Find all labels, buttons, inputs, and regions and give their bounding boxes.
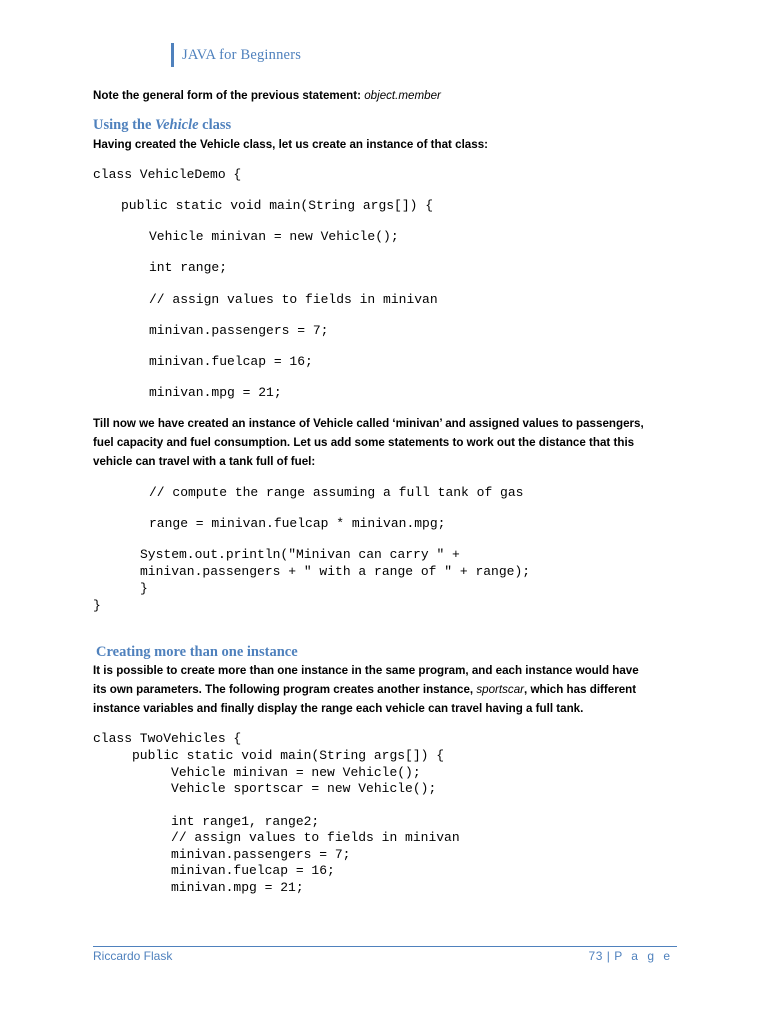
code-line: // assign values to fields in minivan (93, 830, 460, 845)
code-line: minivan.mpg = 21; (149, 385, 282, 400)
section1-title-post: class (198, 117, 232, 133)
code-line: minivan.fuelcap = 16; (149, 354, 313, 369)
intro-line (93, 86, 683, 105)
section2-line2-pre: its own parameters. The following program creates another instance, (93, 683, 477, 696)
section-heading-using-vehicle (93, 117, 231, 134)
section2-line2-post: , which has different (524, 683, 637, 696)
code-line: public static void main(String args[]) { (121, 198, 434, 213)
section-heading-more-instances: Creating more than one instance (96, 644, 298, 660)
code-line: // assign values to fields in minivan (149, 292, 438, 307)
code-line: minivan.passengers = 7; (93, 847, 351, 862)
code-line: class VehicleDemo { (93, 167, 242, 182)
paragraph-line: vehicle can travel with a tank full of fuel: (93, 455, 316, 468)
code-line: minivan.mpg = 21; (93, 880, 304, 895)
code-line: int range; (149, 260, 228, 275)
code-line: Vehicle sportscar = new Vehicle(); (93, 781, 437, 796)
paragraph-line (93, 680, 683, 699)
section1-title-em: Vehicle (155, 117, 199, 133)
page-label: P a g e (614, 949, 673, 963)
paragraph-line: Till now we have created an instance of Vehicle called ‘minivan’ and assigned values to passengers, (93, 417, 644, 430)
code-line: Vehicle minivan = new Vehicle(); (93, 765, 421, 780)
intro-text: Note the general form of the previous statement: (93, 89, 365, 102)
code-line: public static void main(String args[]) { (93, 748, 445, 763)
paragraph-line: fuel capacity and fuel consumption. Let us add some statements to work out the distance that this (93, 436, 635, 449)
section1-lead: Having created the Vehicle class, let us create an instance of that class: (93, 138, 488, 151)
code-line: } (93, 598, 101, 613)
page-number: 73 (588, 949, 603, 963)
footer-author: Riccardo Flask (93, 949, 173, 963)
code-line: int range1, range2; (93, 814, 320, 829)
header-title: JAVA for Beginners (182, 47, 302, 63)
running-header (171, 43, 301, 67)
code-line: minivan.fuelcap = 16; (93, 863, 335, 878)
code-line: System.out.println("Minivan can carry " + (140, 547, 460, 562)
paragraph-line: It is possible to create more than one instance in the same program, and each instance would have (93, 664, 639, 677)
section2-line2-em: sportscar (476, 683, 525, 696)
footer-separator: | (606, 949, 611, 963)
footer-page-info (589, 949, 673, 963)
code-line: // compute the range assuming a full tank of gas (149, 485, 524, 500)
footer-rule (93, 946, 677, 947)
code-line: minivan.passengers + " with a range of " + range); (140, 564, 531, 579)
code-line: } (140, 581, 148, 596)
intro-form: object.member (364, 89, 441, 102)
code-line: range = minivan.fuelcap * minivan.mpg; (149, 516, 446, 531)
code-line: minivan.passengers = 7; (149, 323, 329, 338)
paragraph-line: instance variables and finally display the range each vehicle can travel having a full tank. (93, 702, 584, 715)
code-line: Vehicle minivan = new Vehicle(); (149, 229, 399, 244)
code-line: class TwoVehicles { (93, 731, 242, 746)
section1-title-pre: Using the (93, 117, 156, 133)
